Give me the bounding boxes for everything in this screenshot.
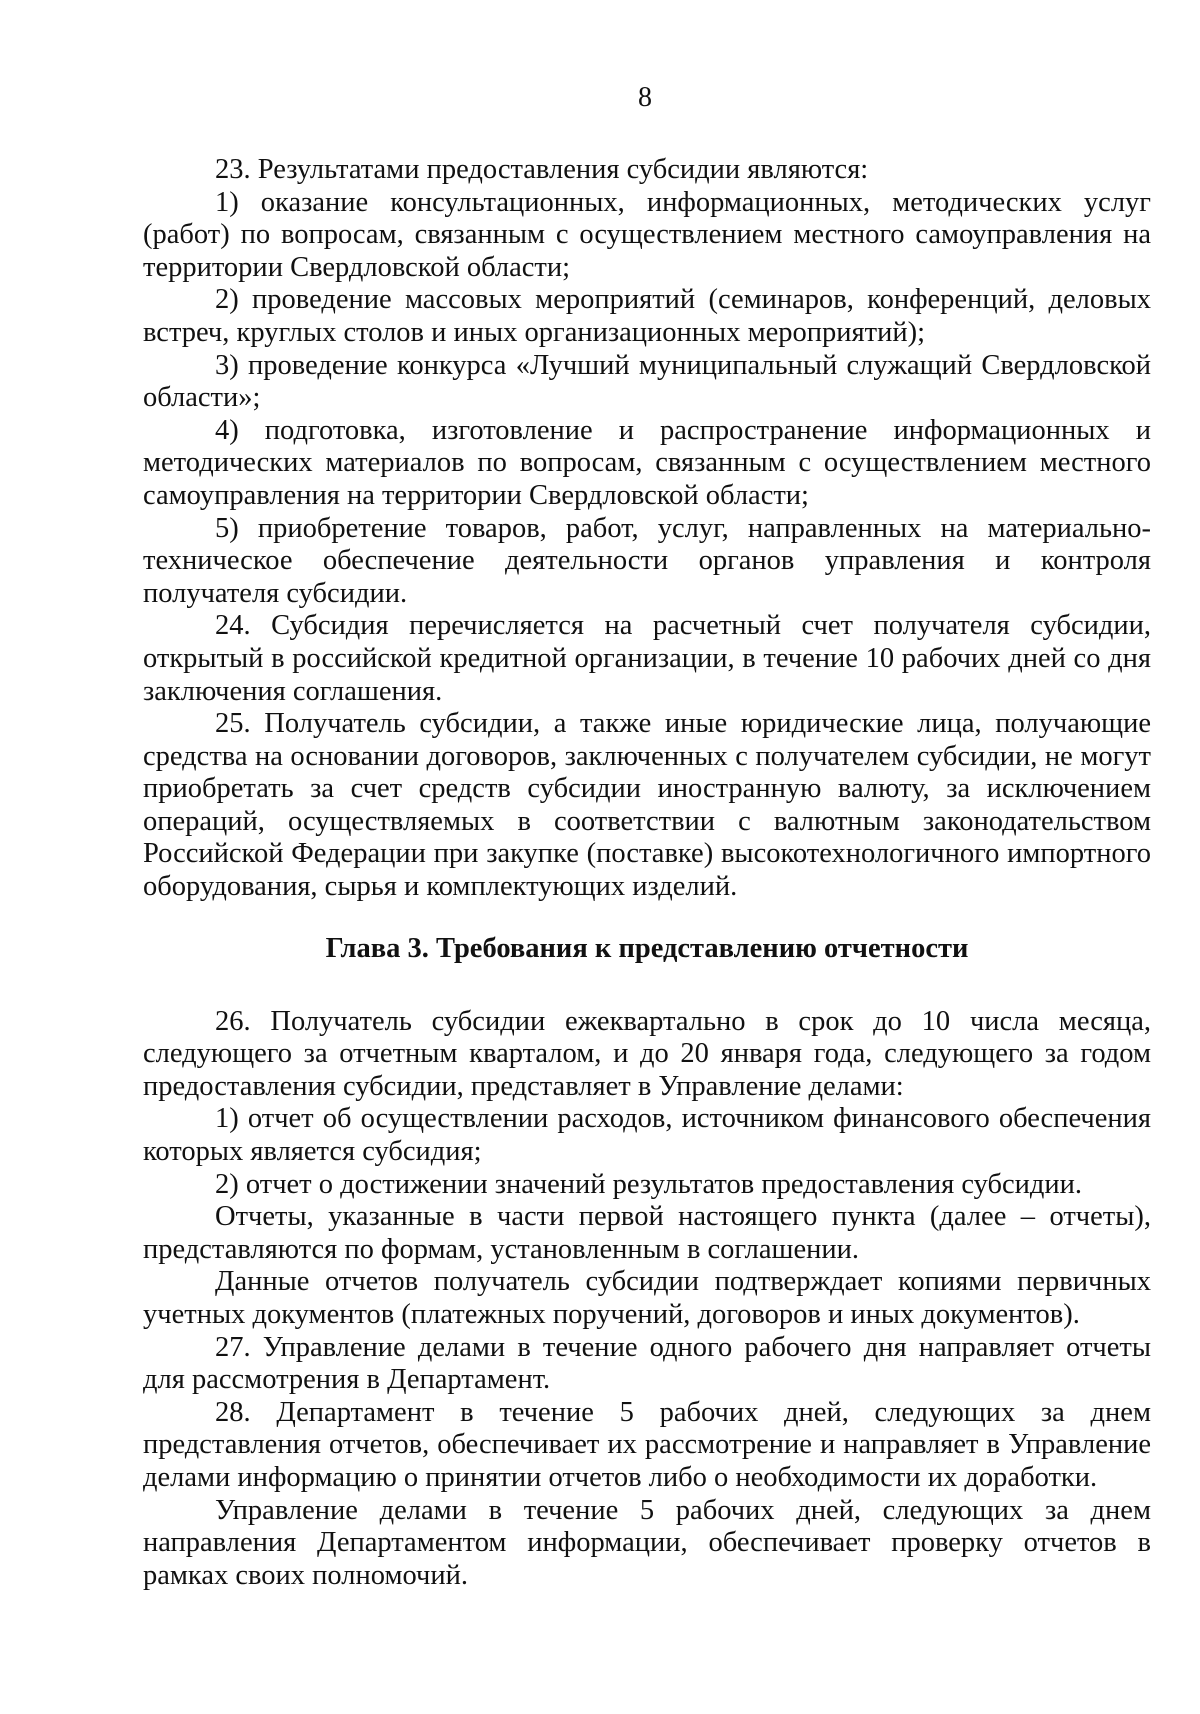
paragraph-26-item-2: 2) отчет о достижении значений результатов предоставления субсидии.	[215, 1168, 1083, 1200]
paragraph-23-item-4: 4) подготовка, изготовление и распространение информационных и методических материалов по вопросам, связанным с осуществлением местного самоуправления на территории Свердловской области;	[143, 414, 1151, 511]
paragraph-26-reports-forms: Отчеты, указанные в части первой настоящего пункта (далее – отчеты), представляются по формам, установленным в соглашении.	[143, 1201, 1151, 1265]
paragraph-24: 24. Субсидия перечисляется на расчетный счет получателя субсидии, открытый в российской кредитной организации, в течение 10 рабочих дней со дня заключения соглашения.	[143, 610, 1151, 707]
page-number: 8	[638, 82, 652, 113]
paragraph-27: 27. Управление делами в течение одного рабочего дня направляет отчеты для рассмотрения в Департамент.	[143, 1331, 1151, 1396]
paragraph-26-reports-data: Данные отчетов получатель субсидии подтверждает копиями первичных учетных документов (платежных поручений, договоров и иных документов).	[143, 1266, 1151, 1330]
paragraph-25: 25. Получатель субсидии, а также иные юридические лица, получающие средства на основании договоров, заключенных с получателем субсидии, не могут приобретать за счет средств субсидии иностранную валюту, за исключением операций, осуществляемых в соответствии с валютным законодательством Российской Федерации при закупке (поставке) высокотехнологичного импортного оборудования, сырья и комплектующих изделий.	[143, 708, 1151, 903]
paragraph-28: 28. Департамент в течение 5 рабочих дней, следующих за днем представления отчетов, обеспечивает их рассмотрение и направляет в Управление делами информацию о принятии отчетов либо о необходимости их доработки.	[143, 1396, 1151, 1493]
paragraph-23-item-5: 5) приобретение товаров, работ, услуг, направленных на материально-техническое обеспечение деятельности органов управления и контроля получателя субсидии.	[143, 512, 1151, 609]
paragraph-28-check: Управление делами в течение 5 рабочих дней, следующих за днем направления Департаментом информации, обеспечивает проверку отчетов в рамках своих полномочий.	[143, 1494, 1151, 1591]
paragraph-23-item-3: 3) проведение конкурса «Лучший муниципальный служащий Свердловской области»;	[143, 349, 1151, 414]
paragraph-26-item-1: 1) отчет об осуществлении расходов, источником финансового обеспечения которых является субсидия;	[143, 1103, 1151, 1168]
paragraph-26: 26. Получатель субсидии ежеквартально в срок до 10 числа месяца, следующего за отчетным кварталом, и до 20 января года, следующего за годом предоставления субсидии, представляет в Управление делами:	[143, 1005, 1151, 1102]
paragraph-23-item-1: 1) оказание консультационных, информационных, методических услуг (работ) по вопросам, связанным с осуществлением местного самоуправления на территории Свердловской области;	[143, 186, 1151, 283]
paragraph-23: 23. Результатами предоставления субсидии являются:	[215, 154, 869, 185]
chapter-heading: Глава 3. Требования к представлению отчетности	[325, 932, 969, 964]
paragraph-23-item-2: 2) проведение массовых мероприятий (семинаров, конференций, деловых встреч, круглых столов и иных организационных мероприятий);	[143, 284, 1151, 348]
document-body	[143, 154, 1151, 1592]
